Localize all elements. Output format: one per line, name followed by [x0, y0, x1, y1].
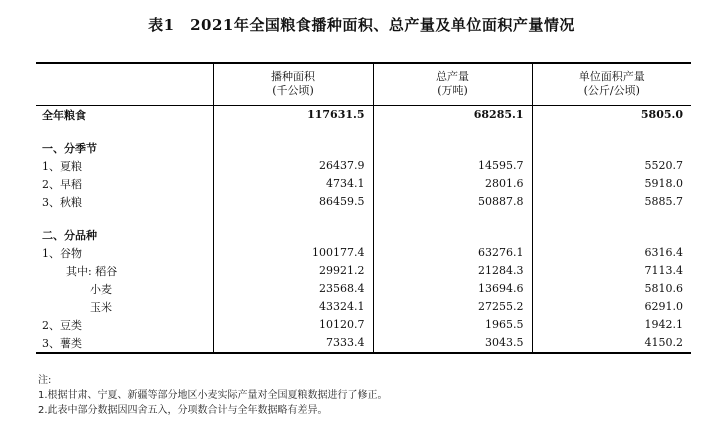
table-notes: [38, 373, 388, 418]
cell-output: 2801.6: [373, 175, 532, 193]
cell-area: 86459.5: [213, 193, 373, 211]
table-row-tubers: [36, 334, 691, 353]
cell-yield: 5520.7: [532, 157, 691, 175]
spacer-row: [36, 211, 691, 226]
cell-output: 27255.2: [373, 298, 532, 316]
cell-yield: 5885.7: [532, 193, 691, 211]
header-sown-area-label: 播种面积: [271, 70, 315, 84]
cell-area: 4734.1: [213, 175, 373, 193]
header-category: [36, 63, 213, 105]
header-total-output-label: 总产量: [436, 70, 469, 84]
header-total-output: [373, 63, 532, 105]
cell-area: 10120.7: [213, 316, 373, 334]
cell-output: 1965.5: [373, 316, 532, 334]
cell-area: 100177.4: [213, 244, 373, 262]
row-label: 小麦: [90, 282, 112, 296]
table-row-corn: [36, 298, 691, 316]
cell-yield: 5805.0: [532, 105, 691, 124]
table-row-beans: [36, 316, 691, 334]
section-label-season: 一、分季节: [42, 141, 97, 155]
header-yield-unit: (公斤/公顷): [583, 84, 640, 98]
cell-area: 43324.1: [213, 298, 373, 316]
row-label: 3、秋粮: [42, 195, 82, 209]
cell-yield: 1942.1: [532, 316, 691, 334]
row-label: 1、夏粮: [42, 159, 82, 173]
header-total-output-unit: (万吨): [437, 84, 468, 98]
header-yield: [532, 63, 691, 105]
cell-area: 29921.2: [213, 262, 373, 280]
row-label: 2、早稻: [42, 177, 82, 191]
row-label: 其中: 稻谷: [66, 264, 118, 278]
row-label: 1、谷物: [42, 246, 82, 260]
header-sown-area: [213, 63, 373, 105]
table-row-rice: [36, 262, 691, 280]
spacer-row: [36, 124, 691, 139]
cell-yield: 6291.0: [532, 298, 691, 316]
row-label: 全年粮食: [42, 108, 86, 122]
table-title: 表1 2021年全国粮食播种面积、总产量及单位面积产量情况: [148, 16, 575, 34]
cell-area: 26437.9: [213, 157, 373, 175]
table-row-cereals: [36, 244, 691, 262]
cell-area: 7333.4: [213, 334, 373, 353]
row-label: 玉米: [90, 300, 112, 314]
cell-output: 50887.8: [373, 193, 532, 211]
grain-statistics-table: [36, 62, 691, 354]
cell-output: 3043.5: [373, 334, 532, 353]
table-row-summer: [36, 157, 691, 175]
header-sown-area-unit: (千公顷): [272, 84, 314, 98]
cell-area: 23568.4: [213, 280, 373, 298]
note-1: 1.根据甘肃、宁夏、新疆等部分地区小麦实际产量对全国夏粮数据进行了修正。: [38, 390, 388, 401]
notes-label: 注:: [38, 375, 52, 386]
cell-yield: 5918.0: [532, 175, 691, 193]
table-row-early-rice: [36, 175, 691, 193]
section-label-variety: 二、分品种: [42, 228, 97, 242]
row-label: 3、薯类: [36, 334, 213, 353]
header-yield-label: 单位面积产量: [578, 70, 645, 84]
cell-output: 21284.3: [373, 262, 532, 280]
cell-yield: 6316.4: [532, 244, 691, 262]
table-row-total: [36, 105, 691, 124]
cell-output: 63276.1: [373, 244, 532, 262]
table-row-wheat: [36, 280, 691, 298]
cell-output: 13694.6: [373, 280, 532, 298]
cell-output: 68285.1: [373, 105, 532, 124]
header-row: [36, 63, 691, 105]
note-2: 2.此表中部分数据因四舍五入，分项数合计与全年数据略有差异。: [38, 405, 328, 416]
row-label: 2、豆类: [42, 318, 82, 332]
cell-output: 14595.7: [373, 157, 532, 175]
cell-yield: 4150.2: [532, 334, 691, 353]
section-row-variety: [36, 226, 691, 244]
cell-yield: 7113.4: [532, 262, 691, 280]
table-row-autumn: [36, 193, 691, 211]
cell-area: 117631.5: [213, 105, 373, 124]
section-row-season: [36, 139, 691, 157]
cell-yield: 5810.6: [532, 280, 691, 298]
